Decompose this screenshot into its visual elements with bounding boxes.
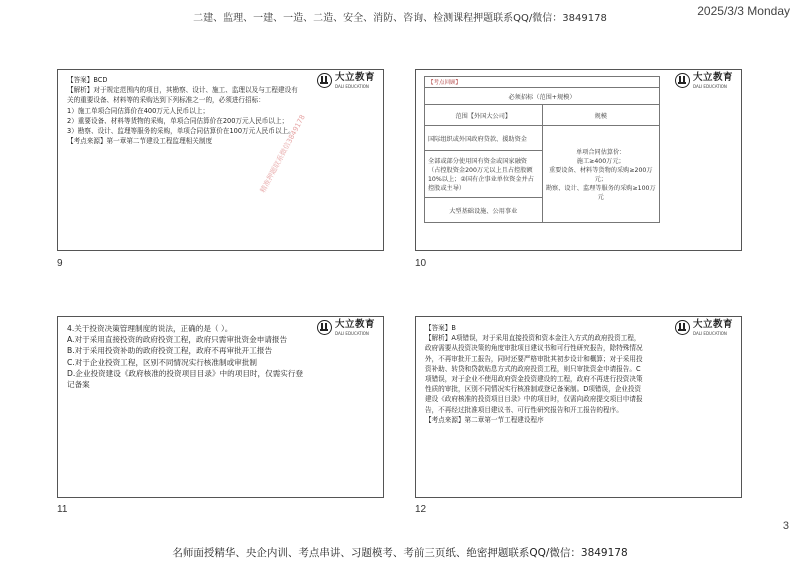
list-item: 1）施工单项合同估算价在400万元人民币以上； — [67, 106, 210, 115]
tender-scope-table — [424, 76, 660, 223]
slide-number: 9 — [57, 258, 63, 269]
slide-number: 11 — [57, 504, 68, 515]
logo-text-cn: 大立教育 — [334, 72, 375, 83]
dali-logo-icon — [675, 320, 690, 335]
option-a: A.对于采用直接投资的政府投资工程，政府只需审批资金申请报告 — [67, 335, 288, 345]
option-b: B.对于采用投资补助的政府投资工程，政府不再审批开工报告 — [67, 346, 273, 356]
scale-line: 单项合同估算价： — [576, 149, 626, 156]
table-col-header: 规模 — [542, 105, 660, 126]
header-date: 2025/3/3 Monday — [697, 4, 790, 18]
logo-text-cn: 大立教育 — [692, 319, 733, 330]
question-line: 4.关于投资决策管理制度的说法，正确的是（ ）。 — [67, 324, 233, 333]
dali-logo — [675, 73, 733, 89]
dali-logo-icon — [317, 73, 332, 88]
answer-line: 【答案】B — [425, 324, 456, 332]
logo-text-en: DALI EDUCATION — [692, 330, 727, 336]
dali-logo — [317, 320, 375, 336]
source-line: 【考点来源】第二章第一节工程建设程序 — [425, 415, 544, 424]
table-cell: 大型基础设施、公用事业 — [425, 198, 543, 223]
slide-number: 12 — [415, 504, 427, 515]
slide-number: 10 — [415, 258, 427, 269]
scale-line: 勘察、设计、监理等服务的采购≥100万元 — [545, 185, 656, 201]
slide-9-text — [67, 75, 299, 146]
slide-12 — [415, 316, 742, 498]
slide-11-text — [67, 323, 307, 390]
slide-10 — [415, 69, 742, 251]
explanation-line: 【解析】对于规定范围内的项目，其勘察、设计、施工、监理以及与工程建设有关的重要设备、材料等的采购达到下列标准之一的，必须进行招标： — [67, 86, 298, 105]
scale-line: 重要设备、材料等货物的采购≥200万元； — [548, 167, 653, 183]
table-scale-cell — [542, 126, 660, 223]
slide-11 — [57, 316, 384, 498]
table-cell: 国际组织或外国政府贷款、援助资金 — [425, 126, 543, 151]
logo-text-en: DALI EDUCATION — [692, 83, 727, 89]
logo-text-cn: 大立教育 — [334, 319, 375, 330]
logo-text-en: DALI EDUCATION — [334, 330, 369, 336]
list-item: 2）重要设备、材料等货物的采购，单项合同估算价在200万元人民币以上； — [67, 116, 289, 125]
option-c: C.对于企业投资工程，区别不同情况实行核准制或审批制 — [67, 357, 257, 367]
watermark: 精准押题联系微信3849178 — [258, 113, 307, 195]
slide-12-text — [425, 323, 643, 425]
scale-line: 施工≥400万元； — [576, 158, 625, 165]
page-header: 二建、监理、一建、一造、二造、安全、消防、咨询、检测课程押题联系QQ/微信：3849178 — [193, 13, 607, 24]
list-item: 3）勘察、设计、监理等服务的采购，单项合同估算价在100万元人民币以上。 — [67, 127, 295, 136]
answer-line: 【答案】BCD — [67, 76, 108, 84]
dali-logo — [675, 320, 733, 336]
dali-logo — [317, 73, 375, 89]
table-col-header: 范围【外国大公司】 — [425, 105, 543, 126]
page-footer: 名师面授精华、央企内训、考点串讲、习题模考、考前三页纸、绝密押题联系QQ/微信：3849178 — [172, 547, 628, 559]
source-line: 【考点来源】第一章第二节建设工程监理相关制度 — [67, 137, 213, 146]
logo-text-en: DALI EDUCATION — [334, 83, 369, 89]
option-d: D.企业投资建设《政府核准的投资项目目录》中的项目时，仅需实行登记备案 — [67, 368, 304, 390]
dali-logo-icon — [317, 320, 332, 335]
dali-logo-icon — [675, 73, 690, 88]
table-title: 必须招标（范围+规模） — [425, 88, 660, 105]
page-number: 3 — [782, 520, 789, 532]
table-label: 【考点回顾】 — [425, 77, 660, 88]
slide-9 — [57, 69, 384, 251]
table-cell: 全部或部分使用国有资金或国家融资（占控股资金200万元以上且占控股额10%以上；②国有企事业单位资金并占控股或主导） — [425, 151, 543, 198]
explanation-line: 【解析】A项错误，对于采用直接投资和资本金注入方式的政府投资工程，政府需要从投资决策的角度审批项目建议书和可行性研究报告，除特殊情况外，不再审批开工报告，同时还要严格审批其初步设计和概算；对于采用投资补助、转贷和贷款贴息方式的政府投资工程，则只审批资金申请报告。C项错误，对于企业不使用政府资金投资建设的工程，政府不再进行投资决策性质的审批，区别不同情况实行核准制或登记备案制。D项错误，企业投资建设《政府核准的投资项目目录》中的项目时，仅需向政府提交项目申请报告，不再经过批准项目建议书、可行性研究报告和开工报告的程序。 — [425, 334, 643, 414]
logo-text-cn: 大立教育 — [692, 72, 733, 83]
